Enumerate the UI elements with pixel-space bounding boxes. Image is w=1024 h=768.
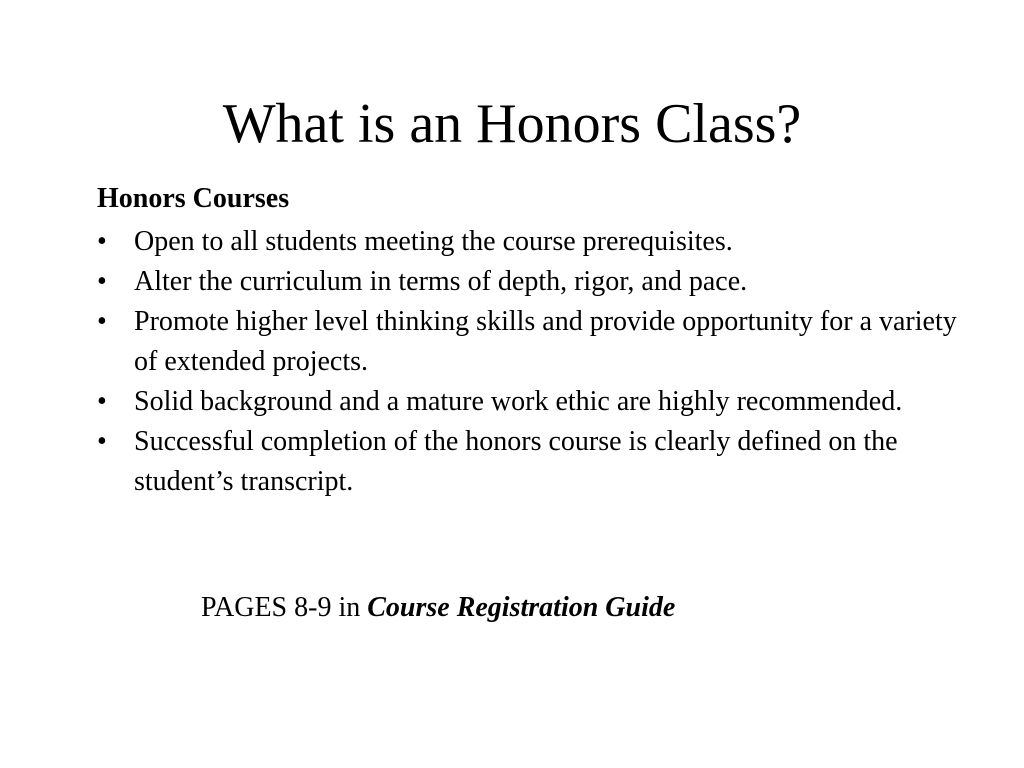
bullet-item [97, 382, 977, 422]
bullet-icon: • [97, 306, 107, 337]
guide-title: Course Registration Guide [367, 592, 676, 623]
bullet-text: Successful completion of the honors course is clearly defined on the student’s transcript. [134, 426, 898, 497]
guide-reference-prefix: PAGES 8-9 in [201, 592, 368, 623]
bullet-icon: • [97, 266, 107, 297]
bullet-icon: • [97, 226, 107, 257]
bullet-list [97, 222, 977, 502]
bullet-icon: • [97, 386, 107, 417]
guide-reference [201, 588, 675, 628]
bullet-text: Open to all students meeting the course prerequisites. [134, 226, 733, 257]
bullet-text: Solid background and a mature work ethic are highly recommended. [134, 386, 903, 417]
bullet-text: Alter the curriculum in terms of depth, rigor, and pace. [134, 266, 748, 297]
bullet-item [97, 302, 977, 382]
bullet-text: Promote higher level thinking skills and provide opportunity for a variety of extended projects. [134, 306, 957, 377]
bullet-icon: • [97, 426, 107, 457]
bullet-item [97, 262, 977, 302]
section-heading: Honors Courses [97, 183, 290, 214]
bullet-item [97, 222, 977, 262]
bullet-item [97, 422, 977, 502]
slide-title: What is an Honors Class? [222, 93, 802, 155]
